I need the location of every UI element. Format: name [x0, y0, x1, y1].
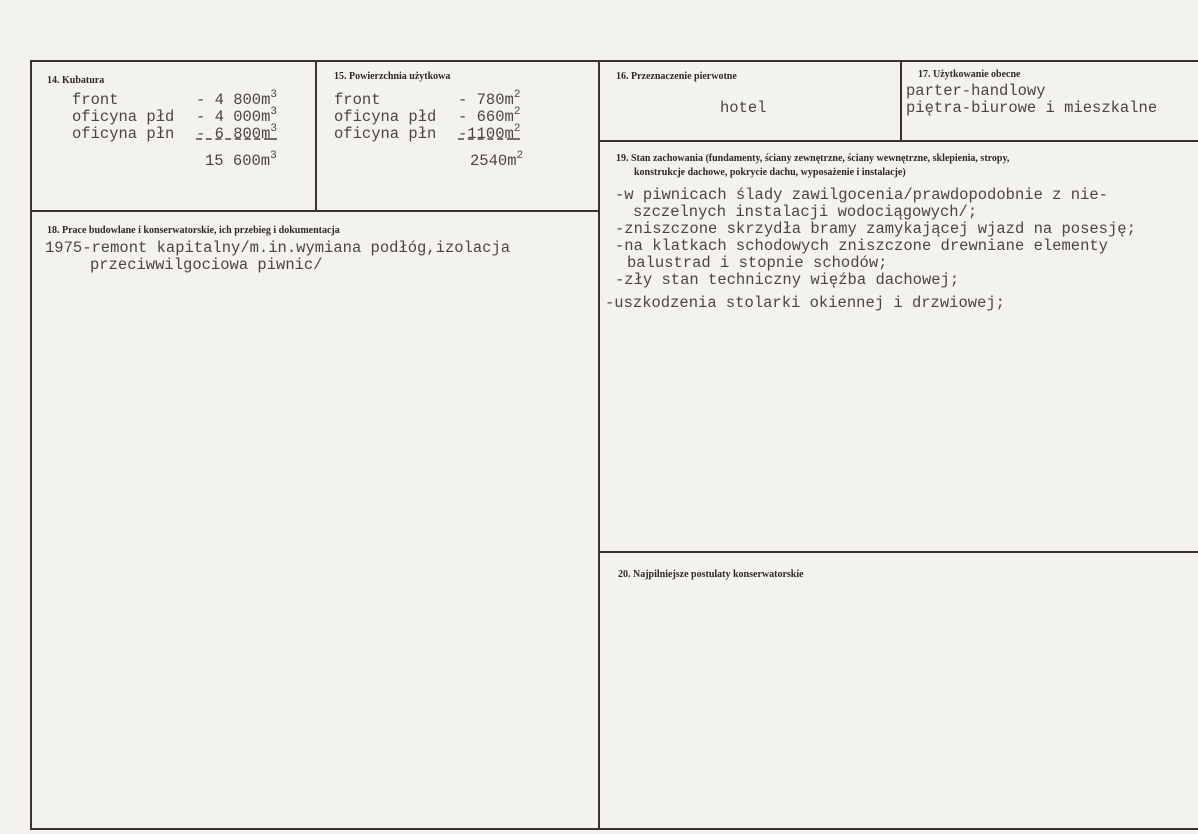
section-15-label: 15. Powierzchnia użytkowa — [334, 71, 451, 82]
kubatura-name: front — [72, 91, 119, 109]
prace-line-1: 1975-remont kapitalny/m.in.wymiana podłóg,izolacja — [45, 239, 511, 257]
kubatura-value-oficyna-pld: - 4 $000m^3$ — [196, 106, 278, 126]
section-20-label: 20. Najpilniejsze postulaty konserwatorskie — [618, 569, 804, 580]
powierzchnia-row-oficyna-pln: oficyna płn — [334, 125, 437, 143]
rule-above-20 — [600, 551, 1198, 553]
stan-line-3: -zniszczone skrzydła bramy zamykającej wjazd na posesję; — [615, 220, 1136, 238]
rule-under-16-17 — [600, 140, 1198, 142]
stan-line-5: balustrad i stopnie schodów; — [627, 254, 888, 272]
uzytkowanie-line-2: piętra-biurowe i mieszkalne — [906, 99, 1158, 117]
stan-line-6: -zły stan techniczny więźba dachowej; — [615, 271, 960, 289]
kubatura-total: 15 $600m^3$ — [205, 150, 277, 170]
left-rule — [30, 60, 32, 830]
uzytkowanie-line-1: parter-handlowy — [906, 82, 1046, 100]
kubatura-row-oficyna-pln: oficyna płn — [72, 125, 175, 143]
stan-line-2: szczelnych instalacji wodociągowych/; — [633, 203, 978, 221]
section-19-label-line-2: konstrukcje dachowe, pokrycie dachu, wyposażenie i instalacje) — [634, 167, 906, 178]
kubatura-row-front — [72, 92, 119, 108]
section-17-label: 17. Użytkowanie obecne — [918, 69, 1021, 80]
stan-line-1: -w piwnicach ślady zawilgocenia/prawdopodobnie z nie- — [615, 186, 1108, 204]
powierzchnia-value-oficyna-pld: - $660m^2$ — [458, 106, 521, 126]
prace-line-2: przeciwwilgociowa piwnic/ — [90, 256, 323, 274]
powierzchnia-row-front: front — [334, 91, 381, 109]
powierzchnia-value-oficyna-pln: $-1100m^2$ — [458, 123, 521, 143]
section-18-label: 18. Prace budowlane i konserwatorskie, ich przebieg i dokumentacja — [47, 225, 340, 236]
przeznaczenie-value: hotel — [720, 99, 767, 117]
stan-line-7: -uszkodzenia stolarki okiennej i drzwiowej; — [605, 294, 1005, 312]
rule-16-17 — [900, 60, 902, 141]
powierzchnia-total: $2540m^2$ — [470, 150, 524, 170]
rule-14-15 — [315, 60, 317, 211]
middle-rule — [598, 60, 600, 830]
section-19-label-line-1: 19. Stan zachowania (fundamenty, ściany zewnętrzne, ściany wewnętrzne, sklepienia, stropy, — [616, 153, 1010, 164]
section-14-label: 14. Kubatura — [47, 75, 105, 86]
stan-line-4: -na klatkach schodowych zniszczone drewniane elementy — [615, 237, 1108, 255]
kubatura-value-oficyna-pln: - 6 $800m^3$ — [196, 123, 278, 143]
kubatura-row-oficyna-pld: oficyna płd — [72, 108, 175, 126]
top-rule — [30, 60, 1198, 62]
kubatura-value-front: - 4 $800m^3$ — [196, 89, 278, 109]
bottom-rule — [30, 828, 1198, 830]
powierzchnia-value-front: - $780m^2$ — [458, 89, 521, 109]
powierzchnia-row-oficyna-pld: oficyna płd — [334, 108, 437, 126]
section-16-label: 16. Przeznaczenie pierwotne — [616, 71, 737, 82]
